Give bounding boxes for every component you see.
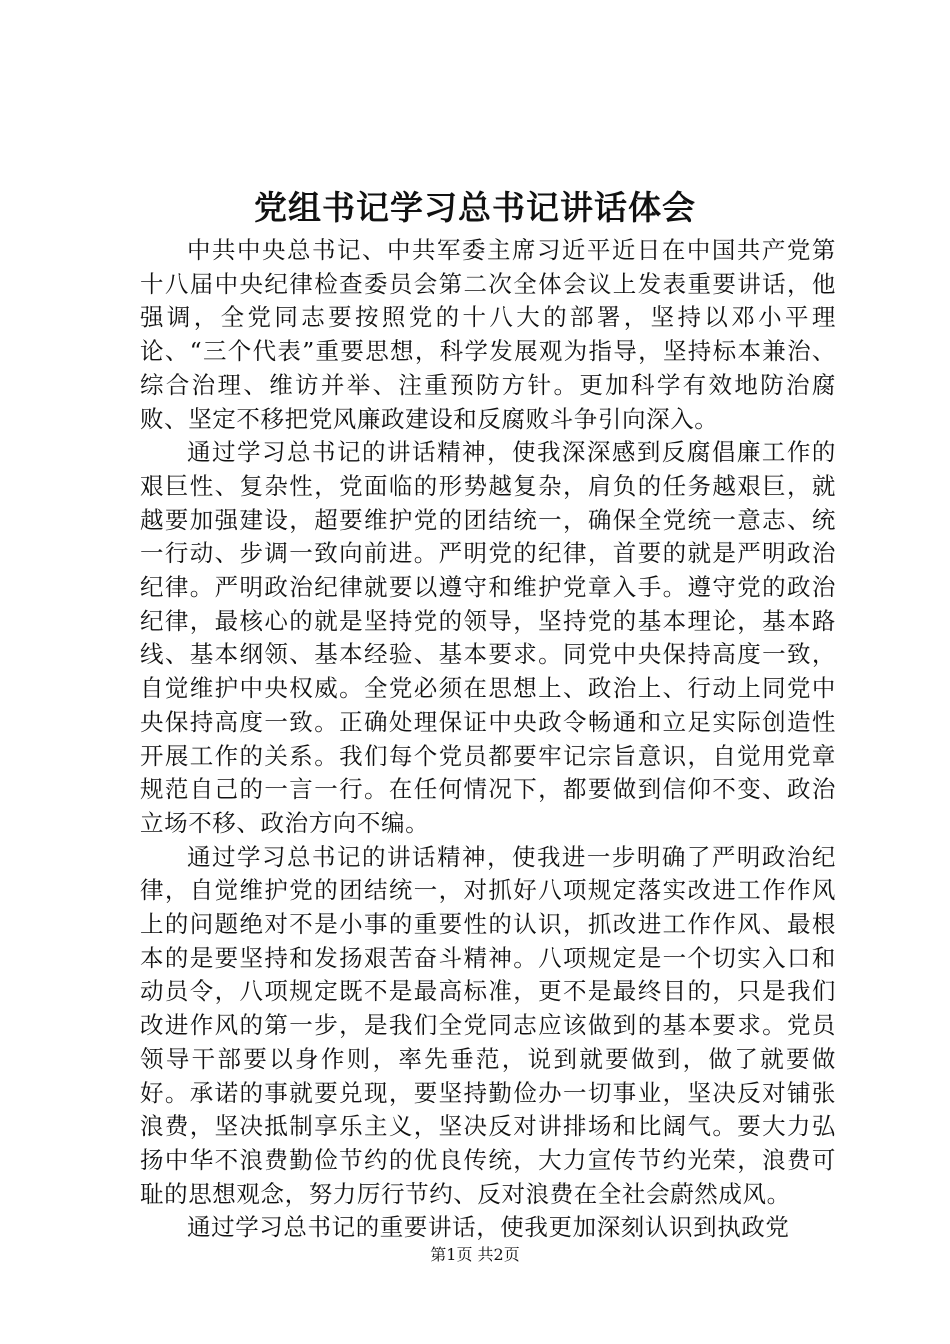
paragraph-4: 通过学习总书记的重要讲话，使我更加深刻认识到执政党 xyxy=(187,1213,790,1242)
paragraph-3: 通过学习总书记的讲话精神，使我进一步明确了严明政治纪律，自觉维护党的团结统一，对抓好八项规定落实改进工作作风上的问题绝对不是小事的重要性的认识，抓改进工作作风、最根本的是要坚持和发扬艰苦奋斗精神。八项规定是一个切实入口和动员令，八项规定既不是最高标准，更不是最终目的，只是我们改进作风的第一步，是我们全党同志应该做到的基本要求。党员领导干部要以身作则，率先垂范，说到就要做到，做了就要做好。承诺的事就要兑现，要坚持勤俭办一切事业，坚决反对铺张浪费，坚决抵制享乐主义，坚决反对讲排场和比阔气。要大力弘扬中华不浪费勤俭节约的优良传统，大力宣传节约光荣，浪费可耻的思想观念，努力厉行节约、反对浪费在全社会蔚然成风。 xyxy=(140,842,836,1208)
paragraph-1: 中共中央总书记、中共军委主席习近平近日在中国共产党第十八届中央纪律检查委员会第二次全体会议上发表重要讲话，他强调，全党同志要按照党的十八大的部署，坚持以邓小平理论、“三个代表”重要思想，科学发展观为指导，坚持标本兼治、综合治理、维访并举、注重预防方针。更加科学有效地防治腐败、坚定不移把党风廉政建设和反腐败斗争引向深入。 xyxy=(140,236,836,433)
document-title: 党组书记学习总书记讲话体会 xyxy=(254,188,696,227)
page-number-footer: 第1页 共2页 xyxy=(430,1245,520,1264)
document-body xyxy=(140,234,836,1245)
paragraph-2: 通过学习总书记的讲话精神，使我深深感到反腐倡廉工作的艰巨性、复杂性，党面临的形势越复杂，肩负的任务越艰巨，就越要加强建设，超要维护党的团结统一，确保全党统一意志、统一行动、步调一致向前进。严明党的纪律，首要的就是严明政治纪律。严明政治纪律就要以遵守和维护党章入手。遵守党的政治纪律，最核心的就是坚持党的领导，坚持党的基本理论，基本路线、基本纲领、基本经验、基本要求。同党中央保持高度一致，自觉维护中央权威。全党必须在思想上、政治上、行动上同党中央保持高度一致。正确处理保证中央政令畅通和立足实际创造性开展工作的关系。我们每个党员都要牢记宗旨意识，自觉用党章规范自己的一言一行。在任何情况下，都要做到信仰不变、政治立场不移、政治方向不编。 xyxy=(140,438,836,837)
